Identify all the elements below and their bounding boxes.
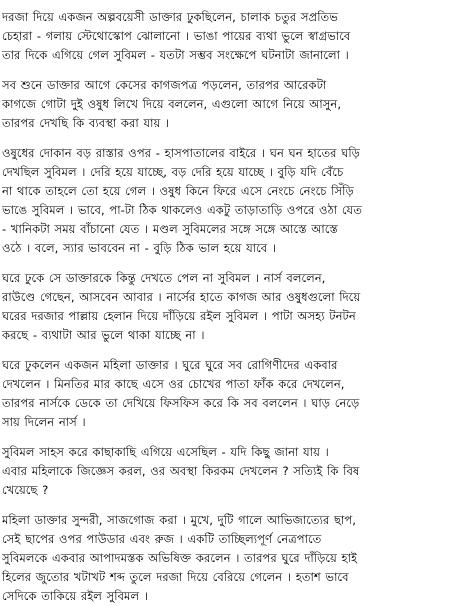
- text-line: সব শুনে ডাক্তার আগে কেসের কাগজপত্র পড়লেন, তারপর আরেকটা: [2, 78, 327, 92]
- text-line: - খানিকটা সময় বাঁচানো যেত । মণ্ডল সুবিমলের সঙ্গে সঙ্গে আস্তে আস্তে: [2, 222, 338, 236]
- text-line: দেখলেন । মিনতির মার কাছে এসে ওর চোখের পাতা ফাঁক করে দেখলেন,: [2, 377, 345, 391]
- text-line: সেই ছাপের ওপর পাউডার এবং রুজ । একটি তাচ্ছিল্যপূর্ণ নেত্রপাতে: [2, 532, 322, 546]
- text-line: দরজা দিয়ে একজন অল্পবয়েসী ডাক্তার ঢুকছিলেন, চালাক চতুর সপ্রতিভ: [2, 10, 338, 24]
- text-line: রাউণ্ডে গেছেন, আসবেন আবার । নার্সের হাতে কাগজ আর ওষুধগুলো দিয়ে: [2, 290, 361, 304]
- paragraph-5: [2, 356, 450, 432]
- text-line: ঘরের দরজার পাল্লায় হেলান দিয়ে দাঁড়িয়ে রইল সুবিমল । পাটা অসহ্য টনটন: [2, 309, 356, 323]
- text-line: সায় দিলেন নার্স ।: [2, 415, 86, 429]
- text-line: তার দিকে এগিয়ে গেল সুবিমল - যতটা সম্ভব সংক্ষেপে ঘটনাটা জানালো ।: [2, 48, 349, 62]
- text-line: করছে - ব্যথাটা আর ভুলে থাকা যাচ্ছে না ।: [2, 328, 205, 342]
- text-line: হিলের জুতোর খটাখট শব্দ তুলে দরজা দিয়ে বেরিয়ে গেলেন । হতাশ ভাবে: [2, 570, 349, 584]
- text-line: চেহারা - গলায় স্টেথোস্কোপ ঝোলানো । ভাঙা পায়ের ব্যথা ভুলে স্বাগ্রভাবে: [2, 29, 351, 43]
- text-line: ঘরে ঢুকে সে ডাক্তারকে কিন্তু দেখতে পেল না সুবিমল । নার্স বললেন,: [2, 271, 326, 285]
- paragraph-3: [2, 144, 450, 258]
- text-line: মহিলা ডাক্তার সুন্দরী, সাজগোজ করা । মুখে, দুটি গালে আভিজাত্যের ছাপ,: [2, 513, 356, 527]
- text-line: ওষুধের দোকান বড় রাস্তার ওপর - হাসপাতালের বাইরে । ঘন ঘন হাতের ঘড়ি: [2, 146, 360, 160]
- text-line: তারপর নার্সকে ডেকে তা দেখিয়ে ফিসফিস করে কি সব বললেন । ঘাড় নেড়ে: [2, 396, 360, 410]
- paragraph-4: [2, 269, 450, 345]
- text-line: দেখছিল সুবিমল । দেরি হয়ে যাচ্ছে, বড় দেরি হয়ে যাচ্ছে । বুড়ি যদি বেঁচে: [2, 165, 344, 179]
- paragraph-2: [2, 76, 450, 133]
- text-line: সুবিমলকে একবার আপাদমস্তক অভিষিক্ত করলেন । তারপর ঘুরে দাঁড়িয়ে হাই: [2, 551, 358, 565]
- text-line: সুবিমল সাহস করে কাছাকাছি এগিয়ে এসেছিল - যদি কিছু জানা যায় ।: [2, 445, 329, 459]
- text-line: ভাঙে সুবিমল । ভাবে, পা-টা ঠিক থাকলেও একটু তাড়াতাড়ি ওপরে ওঠা যেত: [2, 203, 362, 217]
- paragraph-1: [2, 8, 450, 65]
- text-line: তারপর দেখছি কি ব্যবস্থা করা যায় ।: [2, 116, 170, 130]
- text-line: ওঠে । বলে, স্যার ভাববেন না - বুড়ি ঠিক ভাল হয়ে যাবে ।: [2, 241, 277, 255]
- text-line: না থাকে তাহলে তো হয়ে গেল । ওষুধ কিনে ফিরে এসে নেংচে নেংচে সিঁড়ি: [2, 184, 354, 198]
- paragraph-6: [2, 443, 450, 500]
- text-line: কাগজে গোটা দুই ওষুধ লিখে দিয়ে বললেন, এগুলো আগে নিয়ে আসুন,: [2, 97, 342, 111]
- text-line: সেদিকে তাকিয়ে রইল সুবিমল ।: [2, 589, 148, 603]
- text-line: খেয়েছে ?: [2, 483, 49, 497]
- text-line: এবার মহিলাকে জিজ্ঞেস করল, ওর অবস্থা কিরকম দেখলেন ? সত্যিই কি বিষ: [2, 464, 360, 478]
- text-line: ঘরে ঢুকলেন একজন মহিলা ডাক্তার । ঘুরে ঘুরে সব রোগিণীদের একবার: [2, 358, 338, 372]
